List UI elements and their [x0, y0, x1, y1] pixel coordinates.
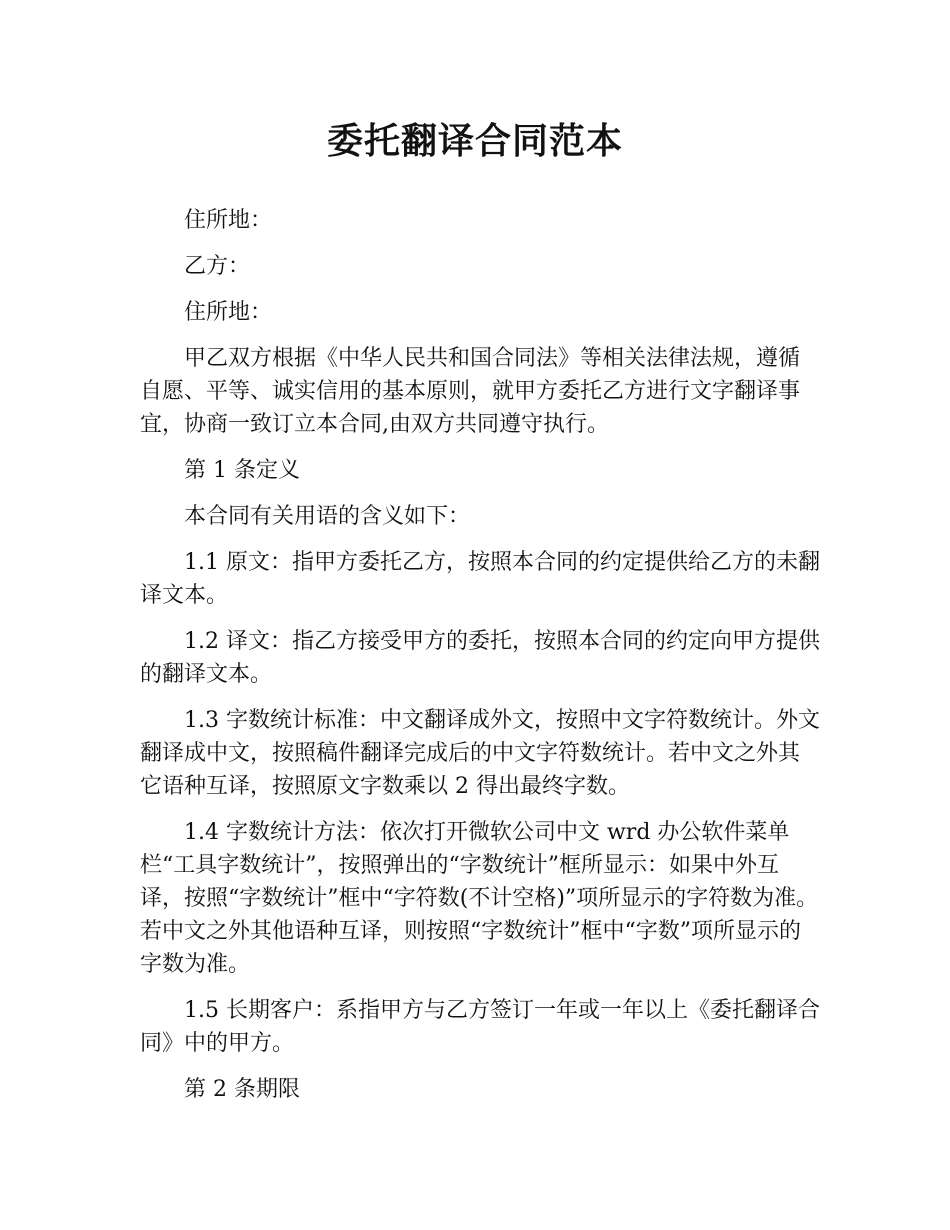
paragraph-definition-1-3: 1.3 字数统计标准：中文翻译成外文，按照中文字符数统计。外文翻译成中文，按照稿件翻译完成后的中文字符数统计。若中文之外其它语种互译，按照原文字数乘以 2 得出最终字数。	[140, 708, 820, 799]
paragraph-definition-1-1: 1.1 原文：指甲方委托乙方，按照本合同的约定提供给乙方的未翻译文本。	[140, 550, 820, 608]
paragraph-definition-1-2: 1.2 译文：指乙方接受甲方的委托，按照本合同的约定向甲方提供的翻译文本。	[140, 629, 820, 687]
section-heading-definitions: 第 1 条定义	[184, 458, 300, 483]
document-body	[140, 204, 820, 1119]
paragraph-definition-1-4: 1.4 字数统计方法：依次打开微软公司中文 wrd 办公软件菜单栏“工具字数统计”，按照弹出的“字数统计”框所显示：如果中外互译，按照“字数统计”框中“字符数(不计空格)”项所显示的字符数为准。若中文之外其他语种互译，则按照“字数统计”框中“字数”项所显示的字数为准。	[140, 820, 819, 977]
paragraph-domicile-2: 住所地：	[184, 300, 273, 325]
document-title: 委托翻译合同范本	[326, 121, 623, 162]
paragraph-preamble: 甲乙双方根据《中华人民共和国合同法》等相关法律法规，遵循自愿、平等、诚实信用的基本原则，就甲方委托乙方进行文字翻译事宜，协商一致订立本合同,由双方共同遵守执行。	[140, 346, 801, 437]
section-heading-term: 第 2 条期限	[184, 1077, 300, 1102]
paragraph-domicile-1: 住所地：	[184, 208, 273, 233]
paragraph-definitions-intro: 本合同有关用语的含义如下：	[184, 504, 471, 529]
paragraph-party-b: 乙方：	[184, 254, 251, 279]
paragraph-definition-1-5: 1.5 长期客户：系指甲方与乙方签订一年或一年以上《委托翻译合同》中的甲方。	[140, 998, 820, 1056]
